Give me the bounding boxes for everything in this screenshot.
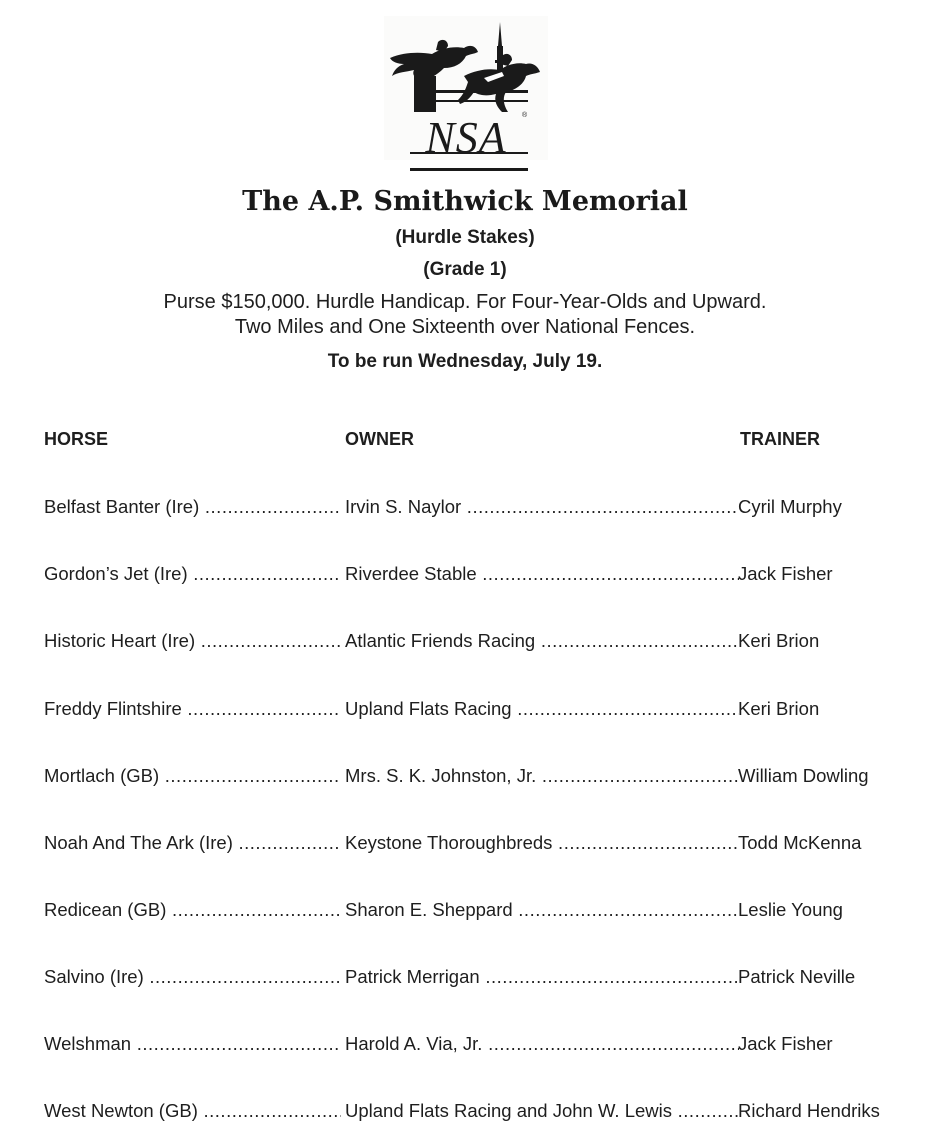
trainer-name: Cyril Murphy bbox=[738, 496, 842, 517]
entry-row bbox=[44, 763, 904, 789]
race-subtitle: (Hurdle Stakes) bbox=[395, 227, 535, 248]
trainer-name: Keri Brion bbox=[738, 630, 820, 651]
column-header-horse: HORSE bbox=[44, 429, 109, 449]
trainer-name: Richard Hendriks bbox=[738, 1100, 880, 1121]
owner-name: Mrs. S. K. Johnston, Jr. ..... bbox=[345, 763, 739, 789]
race-title: The A.P. Smithwick Memorial bbox=[242, 186, 688, 217]
horse-name: Gordon’s Jet (Ire) ..... bbox=[44, 561, 341, 587]
horse-name: West Newton (GB) ..... bbox=[44, 1098, 341, 1124]
entry-row bbox=[44, 628, 904, 654]
trainer-name: Patrick Neville bbox=[738, 966, 856, 987]
column-header-trainer: TRAINER bbox=[740, 429, 820, 449]
race-grade: (Grade 1) bbox=[423, 259, 507, 280]
owner-name: Keystone Thoroughbreds ..... bbox=[345, 830, 739, 856]
logo-underline bbox=[410, 168, 528, 171]
horse-name: Mortlach (GB) ..... bbox=[44, 763, 341, 789]
entry-row bbox=[44, 1098, 904, 1124]
owner-name: Sharon E. Sheppard ..... bbox=[345, 897, 739, 923]
trainer-name: Jack Fisher bbox=[738, 1033, 833, 1054]
owner-name: Upland Flats Racing ..... bbox=[345, 696, 739, 722]
owner-name: Harold A. Via, Jr. ..... bbox=[345, 1031, 739, 1057]
trainer-name: Leslie Young bbox=[738, 899, 843, 920]
owner-name: Atlantic Friends Racing ..... bbox=[345, 628, 739, 654]
entry-row bbox=[44, 830, 904, 856]
owner-name: Patrick Merrigan ..... bbox=[345, 964, 739, 990]
owner-name: Riverdee Stable ..... bbox=[345, 561, 739, 587]
horse-name: Salvino (Ire) ..... bbox=[44, 964, 341, 990]
entry-row bbox=[44, 494, 904, 520]
entry-row bbox=[44, 561, 904, 587]
entry-row bbox=[44, 696, 904, 722]
run-date: To be run Wednesday, July 19. bbox=[327, 351, 603, 372]
horse-name: Welshman ..... bbox=[44, 1031, 341, 1057]
owner-name: Irvin S. Naylor ..... bbox=[345, 494, 739, 520]
nsa-logo bbox=[384, 16, 548, 160]
registered-mark-icon: ® bbox=[522, 112, 528, 119]
horse-name: Belfast Banter (Ire) ..... bbox=[44, 494, 341, 520]
horse-name: Freddy Flintshire ..... bbox=[44, 696, 341, 722]
horse-name: Noah And The Ark (Ire) ..... bbox=[44, 830, 341, 856]
column-header-owner: OWNER bbox=[345, 429, 414, 449]
trainer-name: William Dowling bbox=[738, 765, 869, 786]
purse-conditions-line-1: Purse $150,000. Hurdle Handicap. For Four-Year-Olds and Upward. bbox=[163, 291, 767, 313]
entry-row bbox=[44, 964, 904, 990]
horse-name: Redicean (GB) ..... bbox=[44, 897, 341, 923]
purse-conditions-line-2: Two Miles and One Sixteenth over National Fences. bbox=[234, 316, 696, 338]
trainer-name: Todd McKenna bbox=[738, 832, 862, 853]
entry-row bbox=[44, 897, 904, 923]
horse-name: Historic Heart (Ire) ..... bbox=[44, 628, 341, 654]
trainer-name: Jack Fisher bbox=[738, 563, 833, 584]
logo-wordmark: NSA bbox=[425, 113, 507, 162]
owner-name: Upland Flats Racing and John W. Lewis ..... bbox=[345, 1098, 739, 1124]
entry-row bbox=[44, 1031, 904, 1057]
trainer-name: Keri Brion bbox=[738, 698, 820, 719]
